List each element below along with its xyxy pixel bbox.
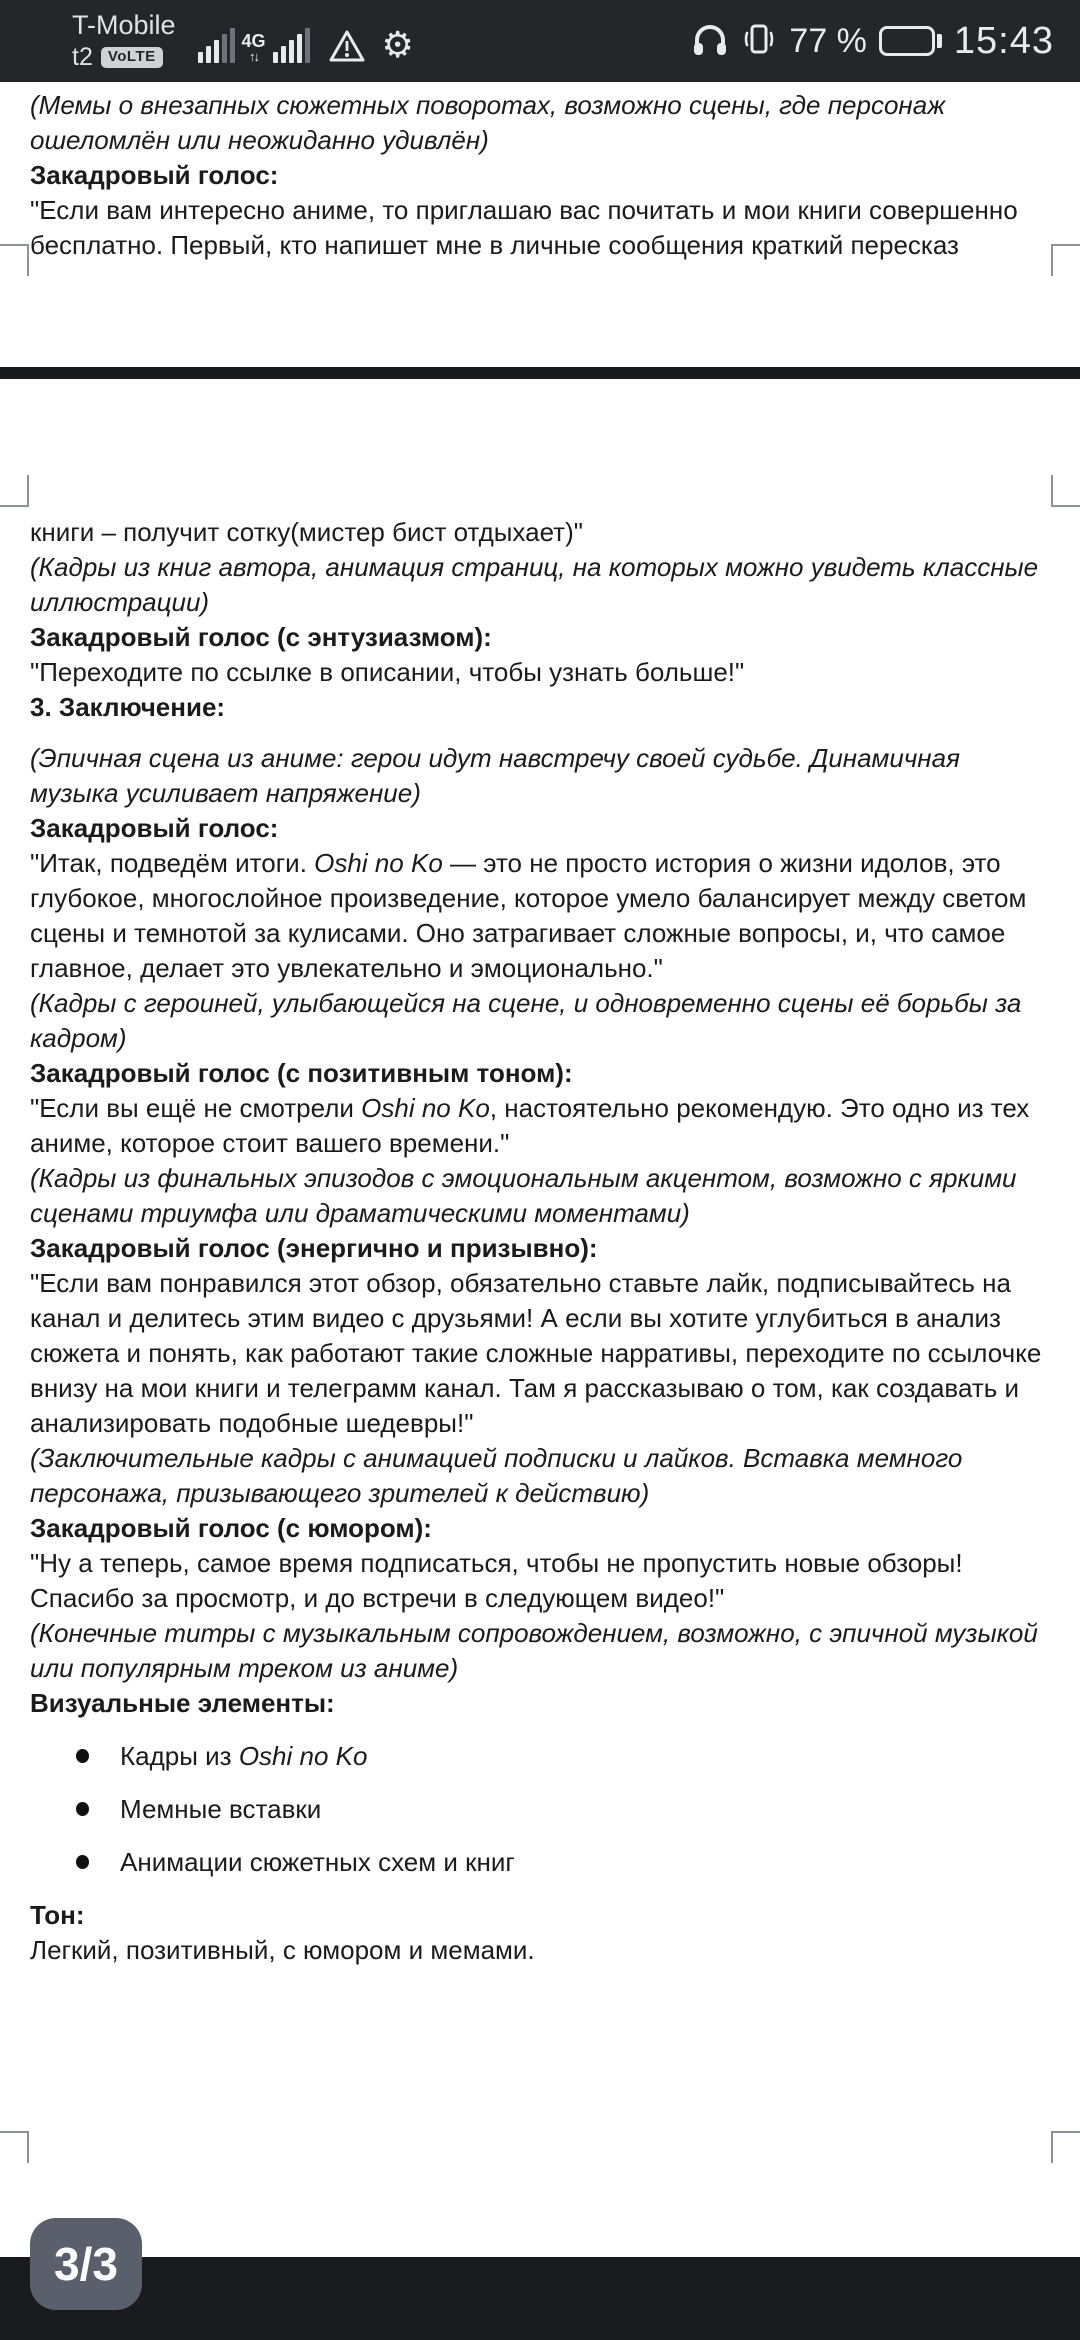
paragraph: "Если вам понравился этот обзор, обязательно ставьте лайк, подписывайтесь на канал и делитесь этим видео с друзьями! А если вы хотите углубиться в анализ сюжета и понять, как работают такие сложные нарративы, переходите по ссылочке внизу на мои книги и телеграмм канал. Там я рассказываю о том, как создавать и анализировать подобные шедевры!" xyxy=(30,1268,1042,1438)
paragraph: Закадровый голос (с энтузиазмом): xyxy=(30,622,492,652)
volte-badge: VoLTE xyxy=(101,47,163,68)
page-3-text xyxy=(30,515,1050,1968)
paragraph: Тон: xyxy=(30,1900,85,1930)
paragraph: "Переходите по ссылке в описании, чтобы узнать больше!" xyxy=(30,657,745,687)
paragraph: Закадровый голос (энергично и призывно): xyxy=(30,1233,598,1263)
bullet-dot-icon xyxy=(76,1855,89,1869)
paragraph: Закадровый голос: xyxy=(30,813,279,843)
paragraph: (Конечные титры с музыкальным сопровождением, возможно, с эпичной музыкой или популярным треком из аниме) xyxy=(30,1618,1038,1683)
list-item: Анимации сюжетных схем и книг xyxy=(30,1845,1050,1880)
status-bar[interactable] xyxy=(0,0,1080,82)
battery-percent: 77 % xyxy=(789,21,867,60)
network-arrows-icon: ↑↓ xyxy=(249,49,259,64)
margin-corner-mark xyxy=(1051,2131,1080,2163)
battery-icon xyxy=(879,26,942,56)
page-indicator-badge: 3/3 xyxy=(30,2218,142,2310)
margin-corner-mark xyxy=(1051,475,1080,507)
vibrate-icon xyxy=(741,21,777,62)
footer-background-strip xyxy=(0,2257,1080,2340)
paragraph: книги – получит сотку(мистер бист отдыхает)" xyxy=(30,517,583,547)
carrier-name: T-Mobile xyxy=(72,9,176,40)
paragraph: Закадровый голос: xyxy=(30,160,279,190)
paragraph: Визуальные элементы: xyxy=(30,1688,335,1718)
paragraph: (Кадры с героиней, улыбающейся на сцене, и одновременно сцены её борьбы за кадром) xyxy=(30,988,1022,1053)
carrier-block xyxy=(72,11,176,71)
paragraph: 3. Заключение: xyxy=(30,692,226,722)
list-item: Кадры из Oshi no Ko xyxy=(30,1739,1050,1774)
paragraph: "Если вы ещё не смотрели Oshi no Ko, настоятельно рекомендую. Это одно из тех аниме, которое стоит вашего времени." xyxy=(30,1093,1030,1158)
bullet-dot-icon xyxy=(76,1749,89,1763)
list-item: Мемные вставки xyxy=(30,1792,1050,1827)
warning-triangle-icon xyxy=(328,29,366,63)
paragraph: Закадровый голос (с позитивным тоном): xyxy=(30,1058,573,1088)
gear-icon: ⚙ xyxy=(381,24,414,65)
page-break-bar xyxy=(0,367,1080,379)
margin-corner-mark xyxy=(1051,244,1080,276)
document-scroll-area[interactable] xyxy=(0,82,1080,2257)
margin-corner-mark xyxy=(0,2131,29,2163)
paragraph: (Кадры из книг автора, анимация страниц, на которых можно увидеть классные иллюстрации) xyxy=(30,552,1039,617)
paragraph: "Если вам интересно аниме, то приглашаю вас почитать и мои книги совершенно бесплатно. Первый, кто напишет мне в личные сообщения краткий пересказ xyxy=(30,195,1018,260)
paragraph: (Заключительные кадры с анимацией подписки и лайков. Вставка мемного персонажа, призывающего зрителей к действию) xyxy=(30,1443,963,1508)
paragraph: "Ну а теперь, самое время подписаться, чтобы не пропустить новые обзоры! Спасибо за просмотр, и до встречи в следующем видео!" xyxy=(30,1548,963,1613)
page-2-text-fragment xyxy=(30,88,1050,263)
paragraph: Легкий, позитивный, с юмором и мемами. xyxy=(30,1935,535,1965)
clock: 15:43 xyxy=(953,19,1054,62)
network-type-label: 4G xyxy=(241,31,266,51)
paragraph: "Итак, подведём итоги. Oshi no Ko — это не просто история о жизни идолов, это глубокое, многослойное произведение, которое умело балансирует между светом сцены и темнотой за кулисами. Оно затрагивает сложные вопросы, и, что самое главное, делает это увлекательно и эмоционально." xyxy=(30,848,1027,983)
paragraph: Закадровый голос (с юмором): xyxy=(30,1513,432,1543)
margin-corner-mark xyxy=(0,244,29,276)
status-right-cluster xyxy=(691,20,1054,63)
signal-bars-sim1-icon xyxy=(198,28,235,63)
bullet-dot-icon xyxy=(76,1802,89,1816)
signal-bars-sim2-icon xyxy=(273,28,310,63)
signal-cluster xyxy=(198,19,414,63)
paragraph: (Кадры из финальных эпизодов с эмоциональным акцентом, возможно с яркими сценами триумфа или драматическими моментами) xyxy=(30,1163,1017,1228)
network-type-indicator xyxy=(242,32,266,63)
sim2-label: t2 xyxy=(72,42,93,71)
headphones-icon xyxy=(691,21,729,62)
paragraph: (Мемы о внезапных сюжетных поворотах, возможно сцены, где персонаж ошеломлён или неожиданно удивлён) xyxy=(30,90,946,155)
paragraph: (Эпичная сцена из аниме: герои идут навстречу своей судьбе. Динамичная музыка усиливает напряжение) xyxy=(30,743,960,808)
margin-corner-mark xyxy=(0,475,29,507)
